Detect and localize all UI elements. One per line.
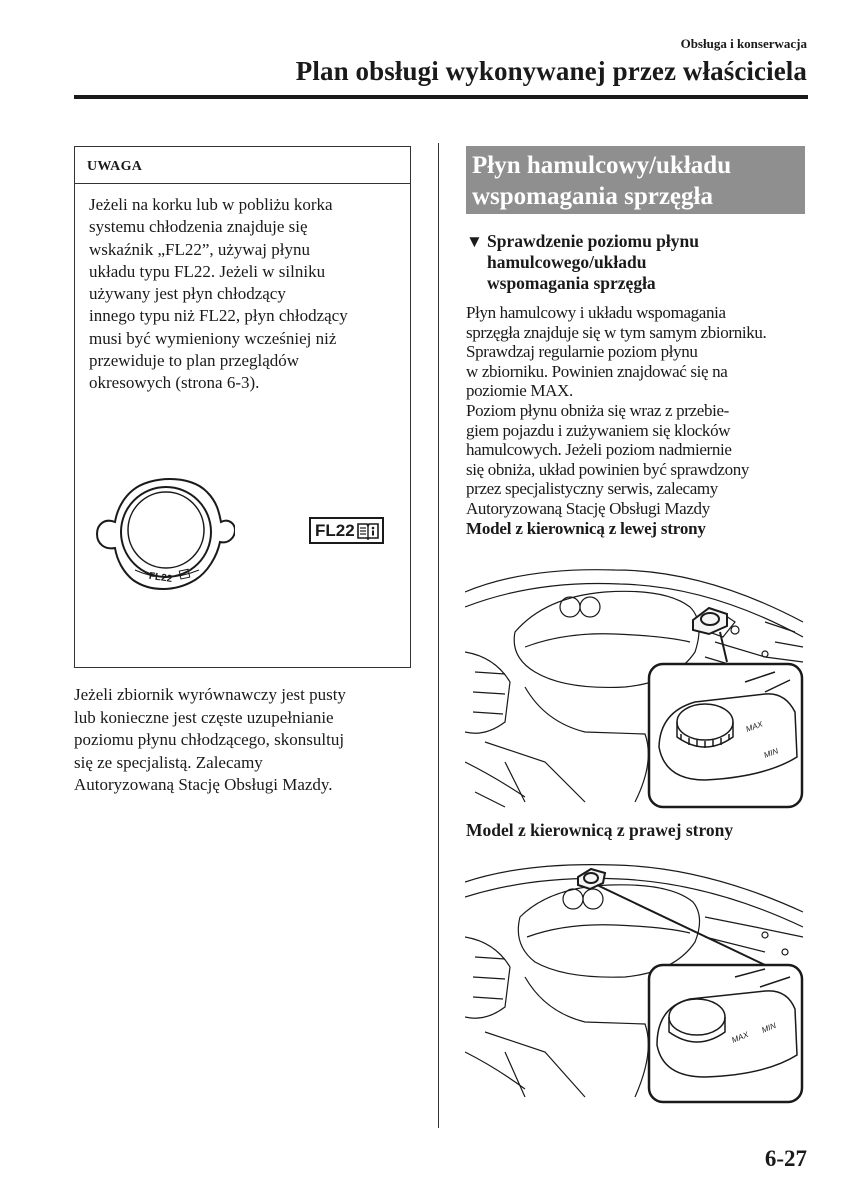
column-divider [438,143,439,1128]
paragraph-line: poziomie MAX. [466,381,573,401]
engine-bay-lhd-illustration [465,562,805,812]
warning-line: używany jest płyn chłodzący [89,284,286,304]
paragraph-line: się obniża, układ powinien być sprawdzony [466,459,750,479]
paragraph-line: w zbiorniku. Powinien znajdować się na [466,361,728,381]
max-mark: MAX [744,719,764,734]
coolant-paragraph [74,684,414,797]
paragraph-line: przez specjalistyczny serwis, zalecamy [466,479,718,499]
paragraph-line: Poziom płynu obniża się wraz z przebie- [466,400,729,420]
subheading-line: hamulcowego/układu [487,252,647,272]
paragraph-line: Autoryzowaną Stację Obsługi Mazdy [466,498,710,518]
warning-line: innego typu niż FL22, płyn chłodzący [89,306,348,326]
warning-line: okresowych (strona 6-3). [89,373,260,393]
paragraph-line: giem pojazdu i zużywaniem się klocków [466,420,731,440]
min-mark: MIN [760,1021,778,1035]
page-number: 6-27 [764,1146,807,1171]
paragraph-line: Jeżeli zbiornik wyrównawczy jest pusty [74,685,346,704]
subheading-line: wspomagania sprzęgła [487,273,656,293]
paragraph-line: się ze specjalistą. Zalecamy [74,752,263,772]
paragraph-line: lub konieczne jest częste uzupełnianie [74,707,334,727]
warning-line: wskaźnik „FL22”, używaj płynu [89,239,310,259]
warning-text [89,194,401,395]
fl22-badge-label: FL22 [315,520,355,540]
cap-marking-text: FL22 [148,570,173,585]
subheading-line: Sprawdzenie poziomu płynu [487,231,699,251]
warning-line: przewiduje to plan przeglądów [89,351,300,371]
warning-line: musi być wymieniony wcześniej niż [89,328,337,348]
section-heading-line: Płyn hamulcowy/układu [472,152,732,179]
engine-bay-rhd-illustration [465,857,805,1107]
min-mark: MIN [762,746,780,760]
radiator-cap-illustration [95,472,235,597]
triangle-marker-icon: ▼ [466,232,483,251]
paragraph-line: hamulcowych. Jeżeli poziom nadmiernie [466,440,732,460]
manual-book-icon [357,522,379,540]
paragraph-line: sprzęgła znajduje się w tym samym zbiorniku. [466,322,767,342]
section-heading-line: wspomagania sprzęgła [472,183,713,210]
lhd-caption: Model z kierownicą z lewej strony [466,518,706,538]
paragraph-line: Płyn hamulcowy i układu wspomagania [466,303,726,322]
warning-line: Jeżeli na korku lub w pobliżu korka [89,195,333,214]
rhd-caption: Model z kierownicą z prawej strony [466,820,734,840]
paragraph-line: Sprawdzaj regularnie poziom płynu [466,342,698,362]
header-rule [74,95,808,99]
paragraph-line: poziomu płynu chłodzącego, skonsultuj [74,730,345,749]
section-heading [466,146,805,214]
warning-heading: UWAGA [75,147,410,184]
paragraph-line: Autoryzowaną Stację Obsługi Mazdy. [74,775,333,794]
section-label: Obsługa i konserwacja [680,36,807,51]
warning-box [74,146,411,668]
subheading [466,231,806,294]
warning-line: systemu chłodzenia znajduje się [89,217,308,237]
brake-fluid-paragraph [466,303,806,538]
fl22-badge [309,517,384,544]
page-title: Plan obsługi wykonywanej przez właściciela [295,56,807,86]
warning-line: układu typu FL22. Jeżeli w silniku [89,261,326,281]
max-mark: MAX [730,1030,750,1045]
